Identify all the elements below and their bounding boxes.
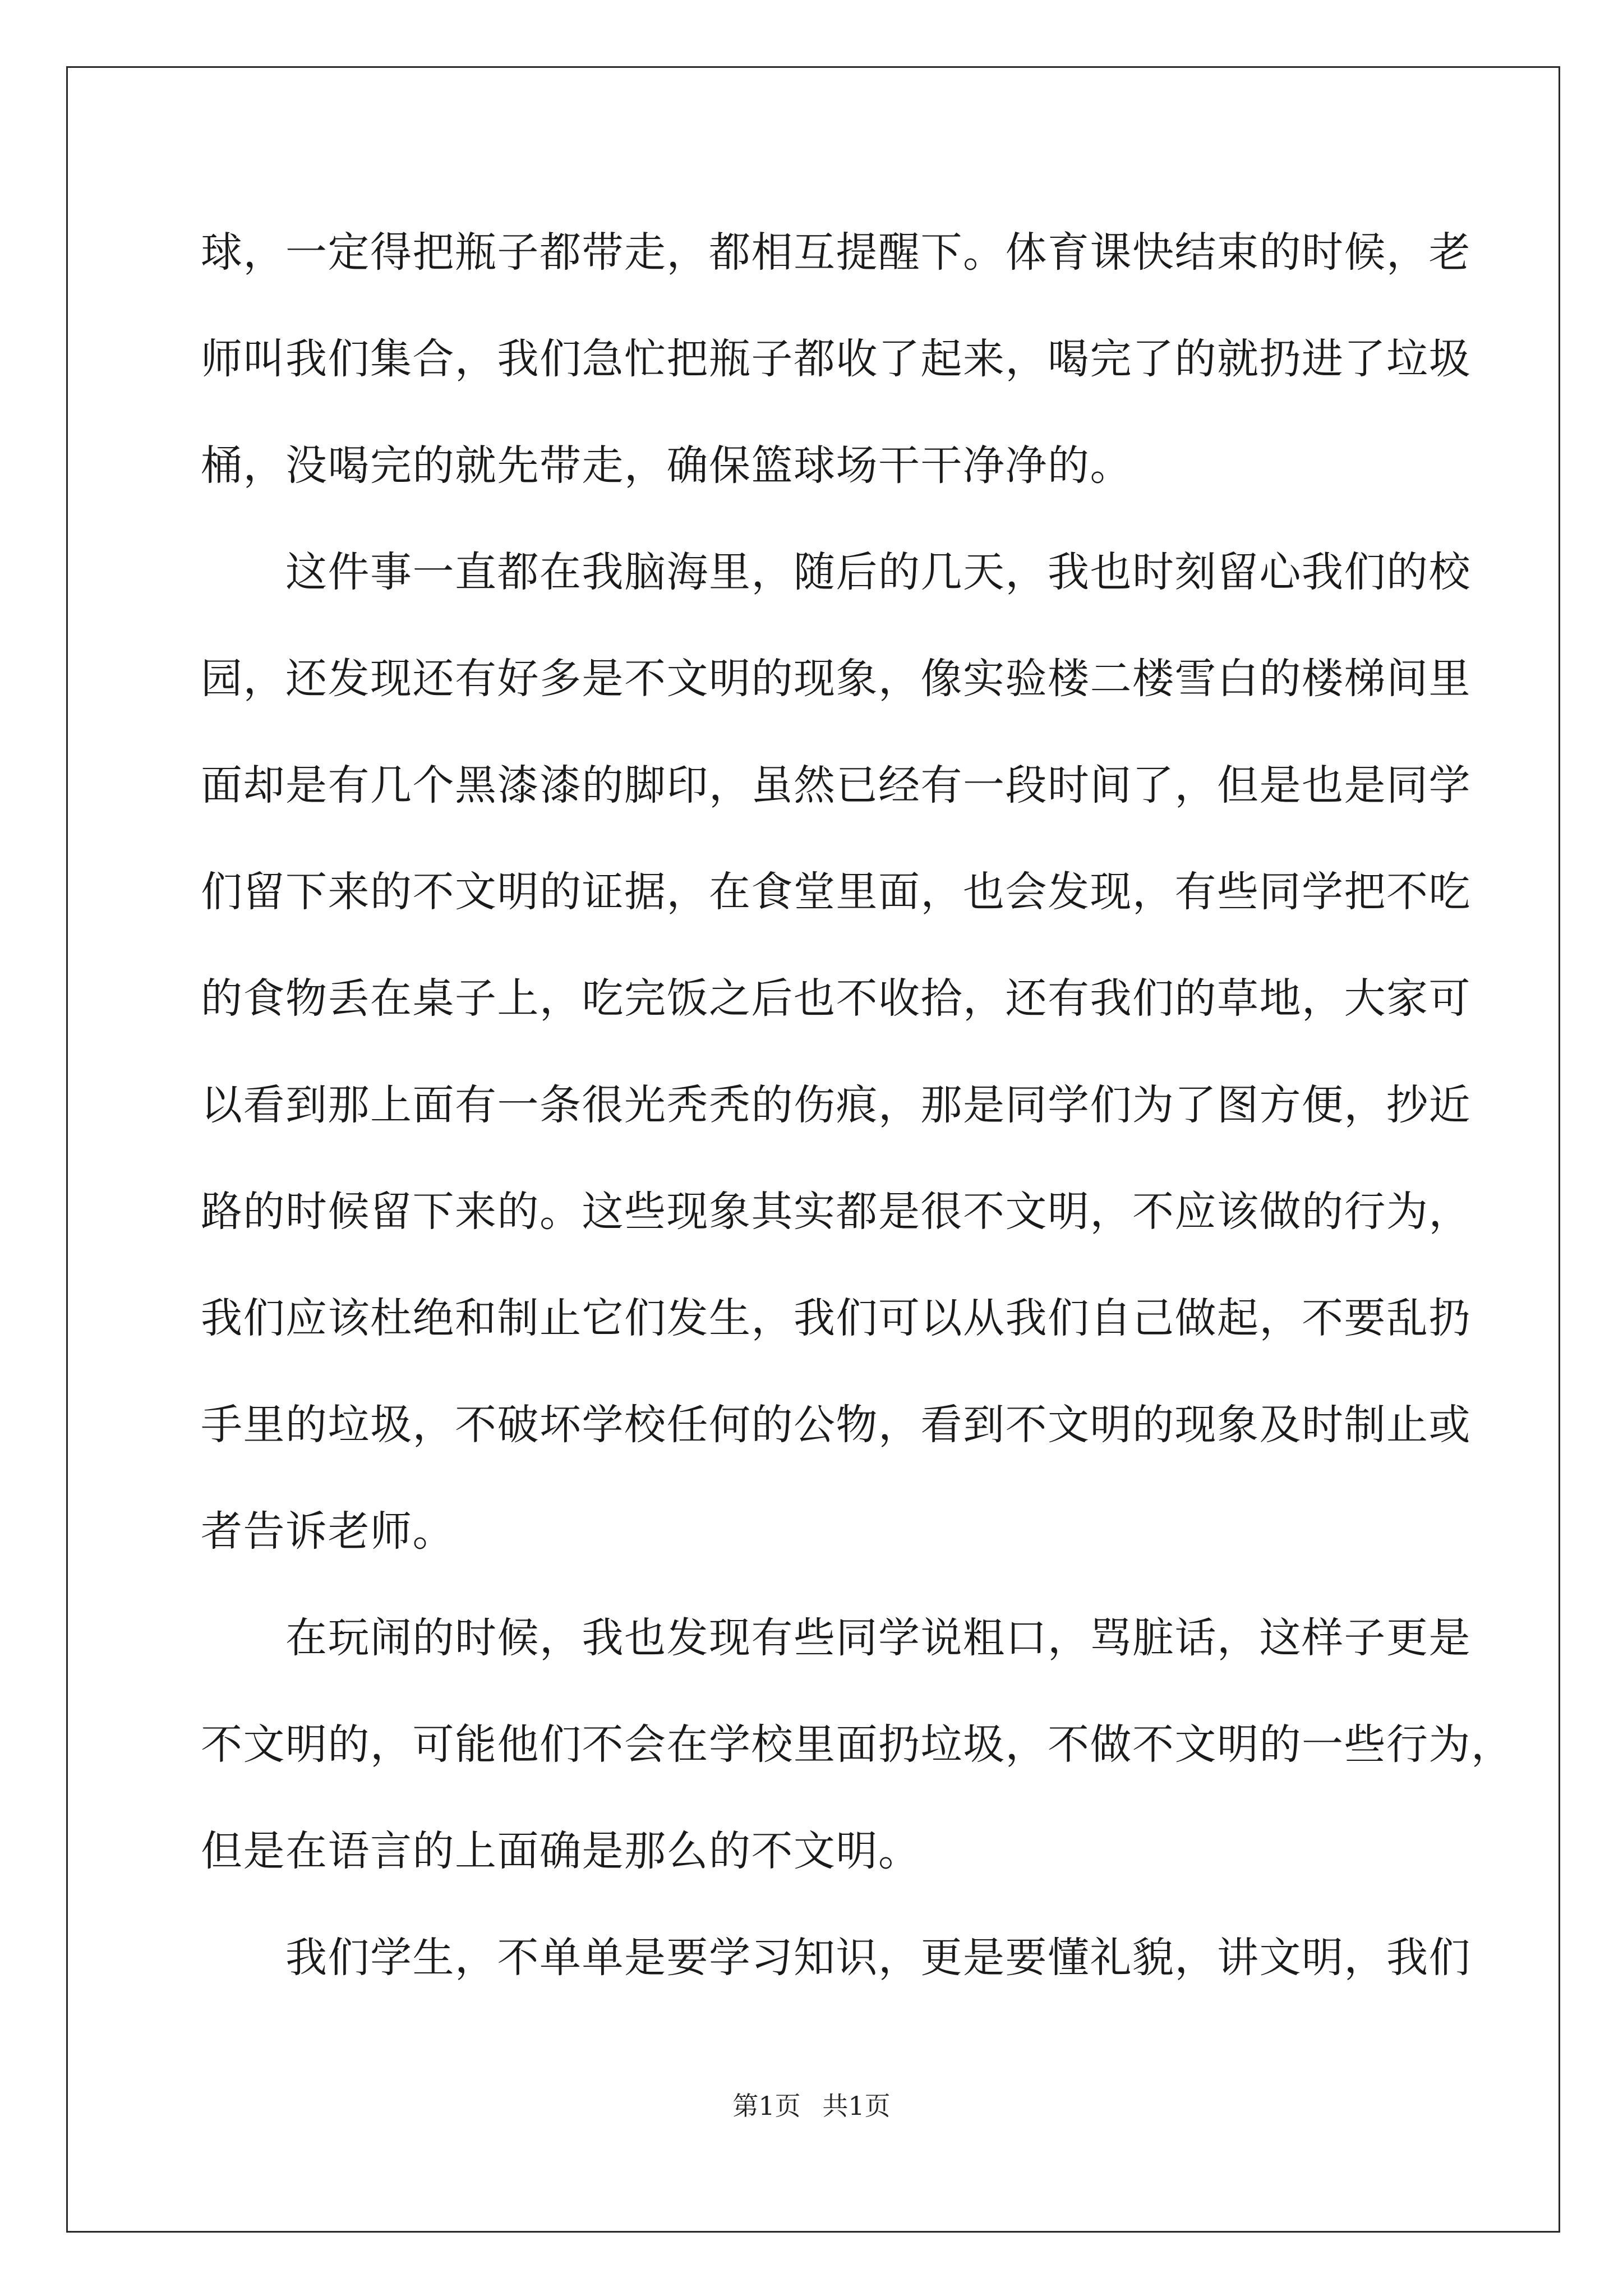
text-line: 我们应该杜绝和制止它们发生，我们可以从我们自己做起，不要乱扔 bbox=[201, 1294, 1471, 1342]
text-line: 园，还发现还有好多是不文明的现象，像实验楼二楼雪白的楼梯间里 bbox=[201, 655, 1471, 703]
text-line: 但是在语言的上面确是那么的不文明。 bbox=[201, 1827, 921, 1875]
text-line: 们留下来的不文明的证据，在食堂里面，也会发现，有些同学把不吃 bbox=[201, 868, 1471, 916]
text-line: 球，一定得把瓶子都带走，都相互提醒下。体育课快结束的时候，老 bbox=[201, 228, 1471, 277]
page-number-total: 共1页 bbox=[822, 2091, 891, 2121]
text-line: 不文明的，可能他们不会在学校里面扔垃圾，不做不文明的一些行为， bbox=[201, 1720, 1514, 1769]
text-line: 我们学生，不单单是要学习知识，更是要懂礼貌，讲文明，我们 bbox=[201, 1934, 1471, 1982]
text-line: 路的时候留下来的。这些现象其实都是很不文明，不应该做的行为， bbox=[201, 1188, 1471, 1236]
text-line: 这件事一直都在我脑海里，随后的几天，我也时刻留心我们的校 bbox=[201, 548, 1471, 596]
page-number-current: 第1页 bbox=[732, 2091, 801, 2121]
text-line: 师叫我们集合，我们急忙把瓶子都收了起来，喝完了的就扔进了垃圾 bbox=[201, 335, 1471, 383]
text-line: 者告诉老师。 bbox=[201, 1507, 455, 1556]
text-line: 面却是有几个黑漆漆的脚印，虽然已经有一段时间了，但是也是同学 bbox=[201, 761, 1471, 809]
text-line: 在玩闹的时候，我也发现有些同学说粗口，骂脏话，这样子更是 bbox=[201, 1614, 1471, 1662]
text-line: 的食物丢在桌子上，吃完饭之后也不收拾，还有我们的草地，大家可 bbox=[201, 974, 1471, 1023]
text-line: 手里的垃圾，不破坏学校任何的公物，看到不文明的现象及时制止或 bbox=[201, 1401, 1471, 1449]
text-line: 以看到那上面有一条很光秃秃的伤痕，那是同学们为了图方便，抄近 bbox=[201, 1081, 1471, 1129]
text-line: 桶，没喝完的就先带走，确保篮球场干干净净的。 bbox=[201, 441, 1132, 490]
page-footer bbox=[0, 2086, 1623, 2123]
